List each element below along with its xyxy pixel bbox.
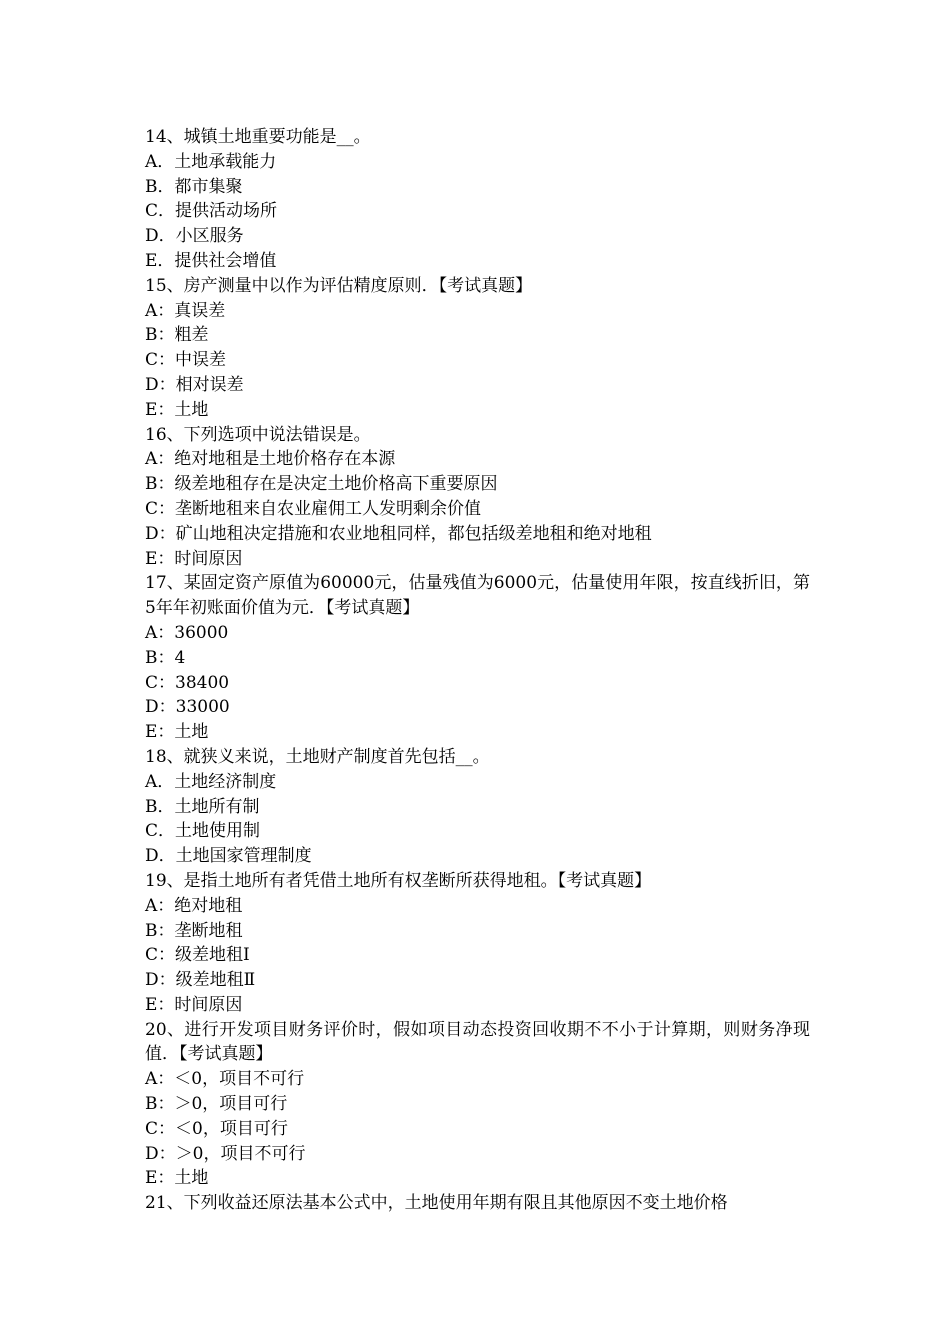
option: D：矿山地租决定措施和农业地租同样，都包括级差地租和绝对地租 — [145, 523, 652, 544]
option: E：土地 — [145, 1168, 209, 1189]
option: D．土地国家管理制度 — [145, 846, 312, 867]
option: D：33000 — [145, 697, 230, 718]
option: B：＞0，项目可行 — [145, 1094, 288, 1115]
question-21 — [145, 1191, 810, 1216]
question-stem: 17、某固定资产原值为60000元，估量残值为6000元，估量使用年限，按直线折旧，第5年年初账面价值为元．【考试真题】 — [145, 573, 810, 619]
option: D：＞0，项目不可行 — [145, 1143, 306, 1164]
option: B：垄断地租 — [145, 920, 243, 941]
option: B．都市集聚 — [145, 176, 243, 197]
option: A：绝对地租 — [145, 895, 243, 916]
option: D．小区服务 — [145, 226, 244, 247]
option: E：时间原因 — [145, 994, 243, 1015]
option: C：＜0，项目可行 — [145, 1118, 288, 1139]
option: E．提供社会增值 — [145, 250, 277, 271]
option: C：级差地租Ⅰ — [145, 945, 250, 966]
option: B：4 — [145, 647, 186, 668]
option: E：时间原因 — [145, 548, 243, 569]
question-stem: 20、进行开发项目财务评价时，假如项目动态投资回收期不不小于计算期，则财务净现值．【考试真题】 — [145, 1019, 810, 1065]
option: B．土地所有制 — [145, 796, 260, 817]
option: A：真误差 — [145, 300, 226, 321]
question-stem: 21、下列收益还原法基本公式中，土地使用年期有限且其他原因不变土地价格 — [145, 1193, 728, 1214]
option: A：＜0，项目不可行 — [145, 1069, 305, 1090]
question-17 — [145, 571, 810, 745]
option: A：绝对地租是土地价格存在本源 — [145, 449, 396, 470]
option: C：中误差 — [145, 350, 227, 371]
question-stem: 16、下列选项中说法错误是。 — [145, 424, 371, 445]
option: E：土地 — [145, 722, 209, 743]
option: C．提供活动场所 — [145, 201, 278, 222]
option: B：级差地租存在是决定土地价格高下重要原因 — [145, 474, 498, 495]
option: A．土地承载能力 — [145, 151, 277, 172]
option: A：36000 — [145, 622, 229, 643]
question-stem: 14、城镇土地重要功能是__。 — [145, 127, 371, 147]
question-stem: 19、是指土地所有者凭借土地所有权垄断所获得地租。【考试真题】 — [145, 870, 652, 891]
question-18 — [145, 745, 810, 869]
option: A．土地经济制度 — [145, 771, 277, 792]
option: C：38400 — [145, 672, 230, 693]
question-list — [145, 125, 810, 1216]
option: C：垄断地租来自农业雇佣工人发明剩余价值 — [145, 498, 482, 519]
option: D：级差地租Ⅱ — [145, 970, 256, 991]
option: C．土地使用制 — [145, 821, 261, 842]
question-stem: 18、就狭义来说，土地财产制度首先包括__。 — [145, 746, 490, 767]
option: E：土地 — [145, 399, 209, 420]
question-19 — [145, 869, 810, 1018]
option: D：相对误差 — [145, 374, 244, 395]
question-15 — [145, 274, 810, 423]
question-16 — [145, 423, 810, 572]
question-20 — [145, 1018, 810, 1192]
question-14 — [145, 125, 810, 274]
option: B：粗差 — [145, 325, 209, 346]
question-stem: 15、房产测量中以作为评估精度原则．【考试真题】 — [145, 275, 533, 296]
